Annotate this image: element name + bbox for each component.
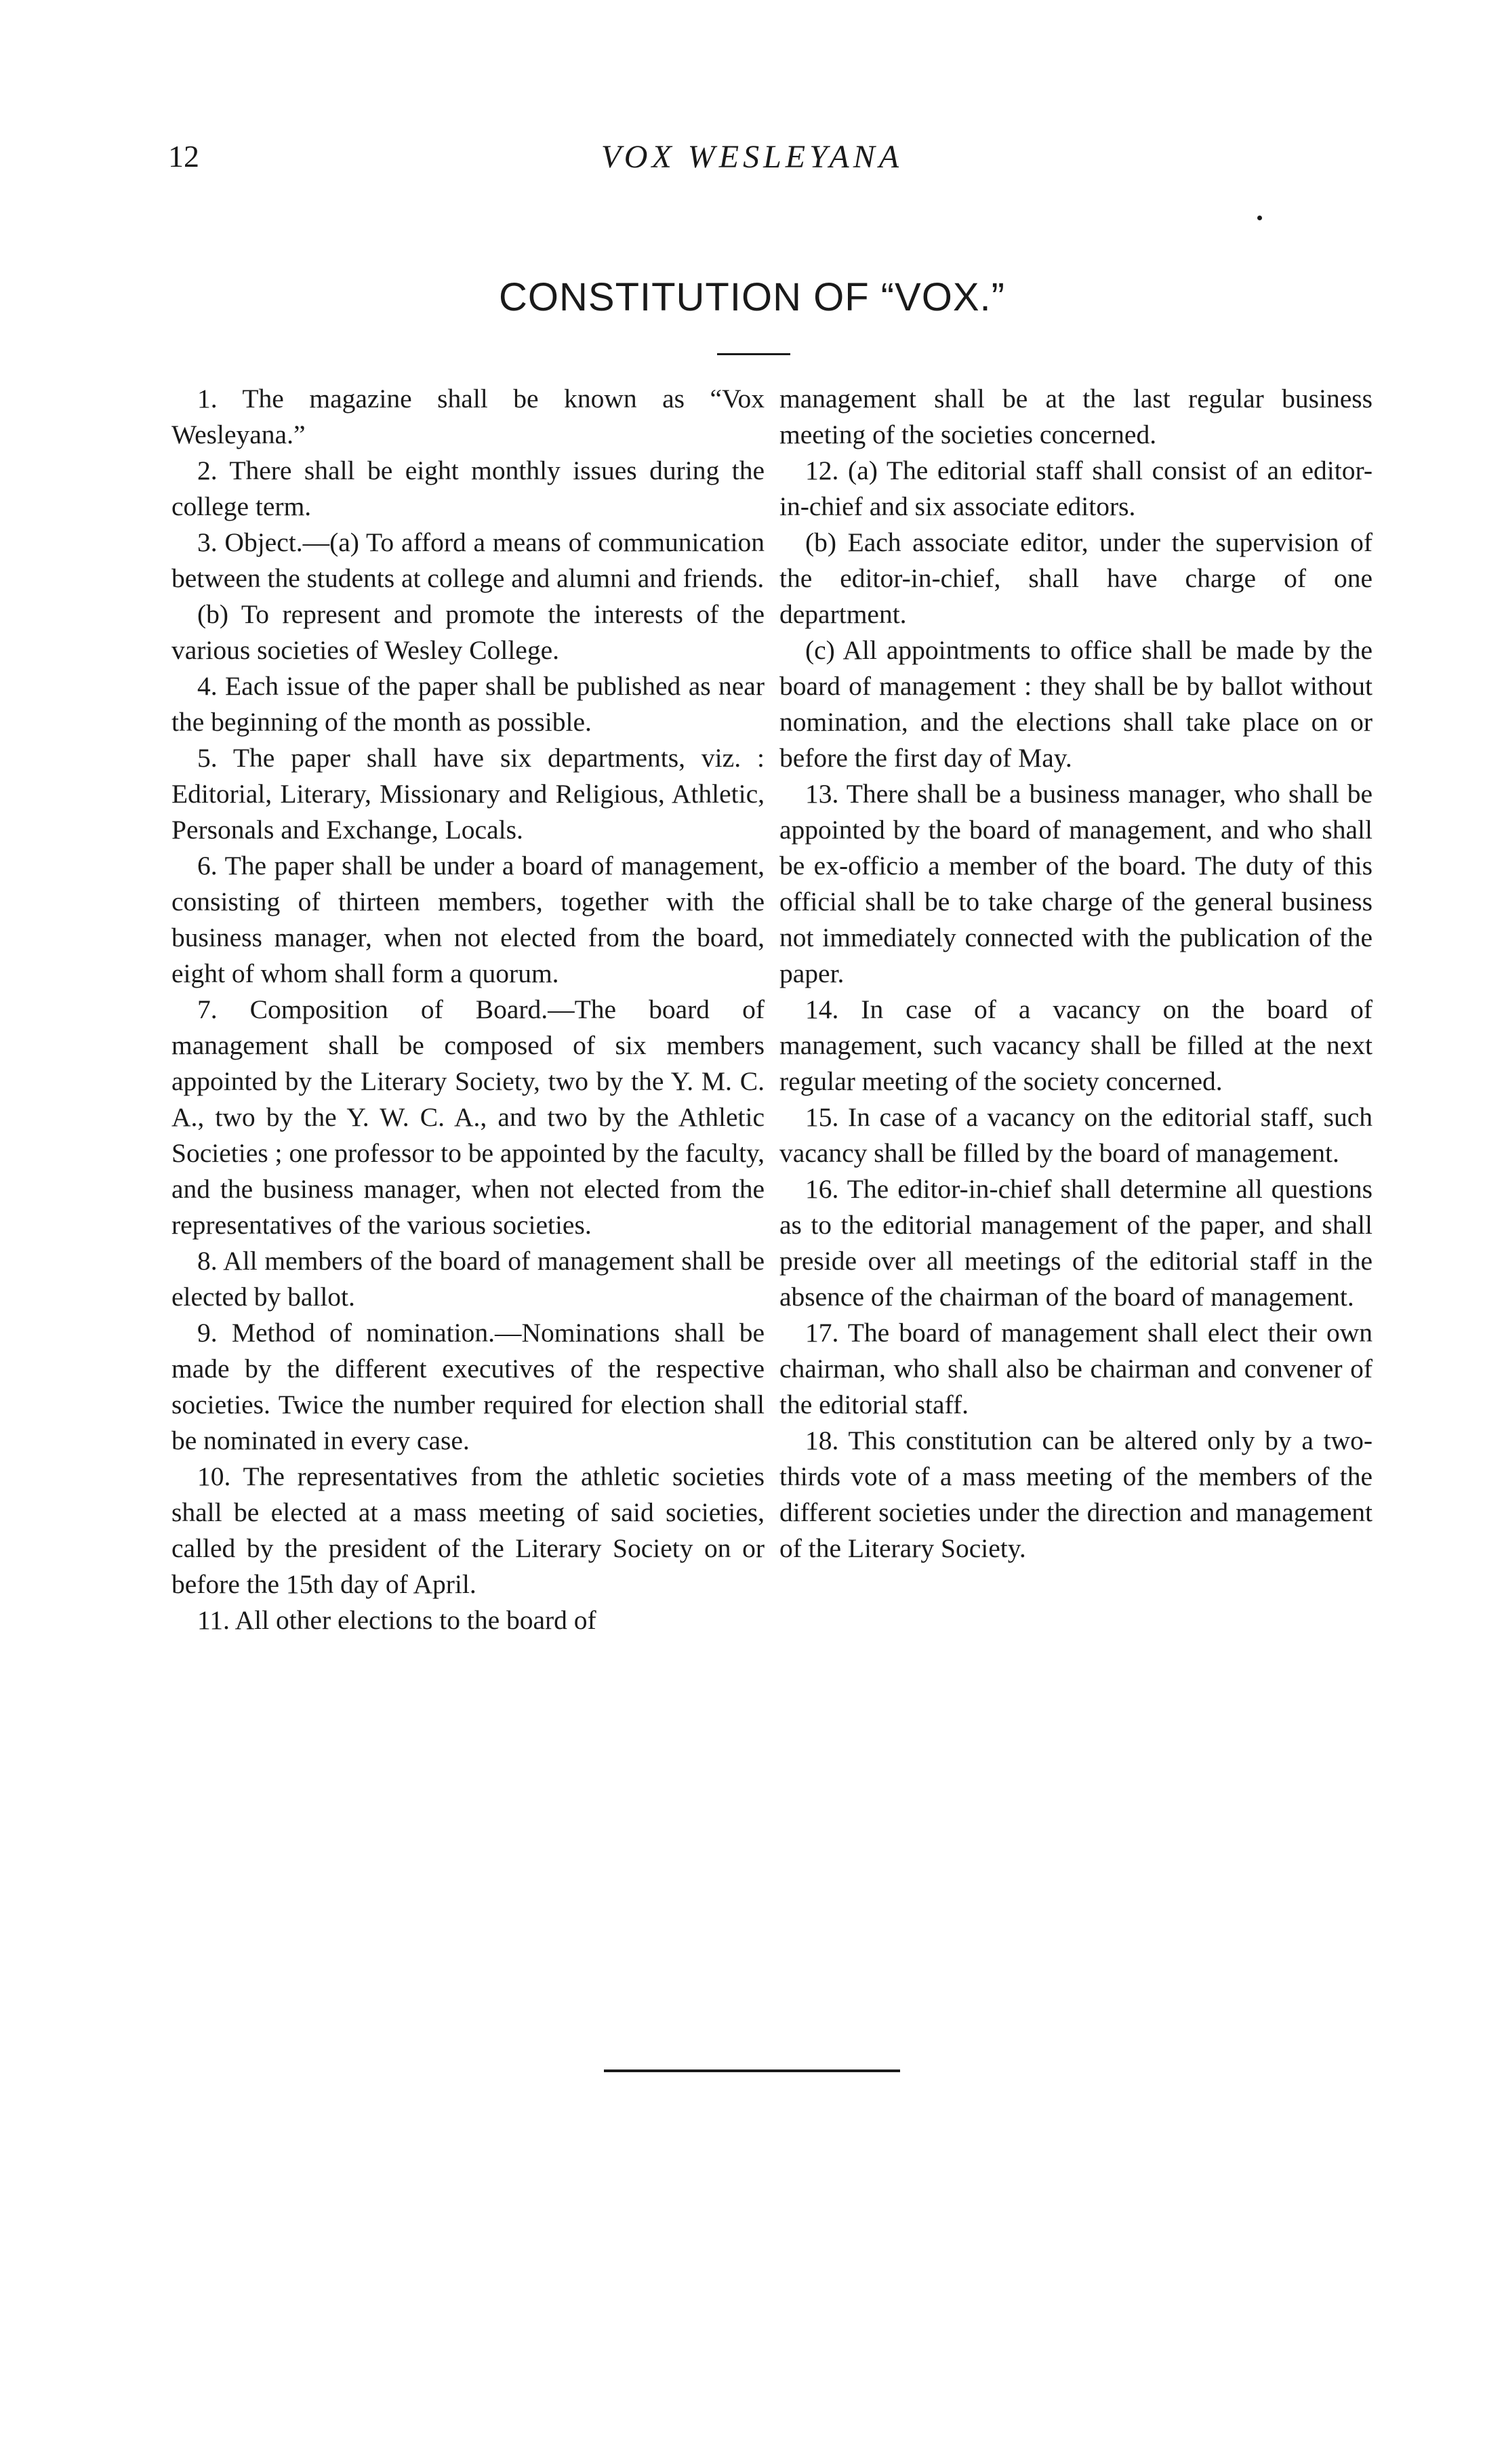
clause-17: 17. The board of management shall elect their own chairman, who shall also be chairman and convener of the editorial staff. xyxy=(779,1318,1373,1419)
clause-14: 14. In case of a vacancy on the board of management, such vacancy shall be filled at the next regular meeting of the society concerned. xyxy=(779,994,1373,1096)
running-head: VOX WESLEYANA xyxy=(601,139,903,175)
clause-12a: 12. (a) The editorial staff shall consist of an editor-in-chief and six associate editors. xyxy=(779,456,1373,521)
clause-2: 2. There shall be eight monthly issues during the college term. xyxy=(171,456,765,521)
left-column xyxy=(171,381,765,1638)
page-number: 12 xyxy=(168,139,199,174)
clause-12b: (b) Each associate editor, under the supervision of the editor-in-chief, shall have charge of one department. xyxy=(779,527,1373,629)
clause-1: 1. The magazine shall be known as “Vox Wesleyana.” xyxy=(171,384,765,449)
clause-9: 9. Method of nomination.—Nominations shall be made by the different executives of the respective societies. Twice the number required for election shall be nominated in every case. xyxy=(171,1318,765,1455)
print-speck xyxy=(1257,216,1262,220)
title-rule xyxy=(717,353,790,355)
clause-5: 5. The paper shall have six departments, viz. : Editorial, Literary, Missionary and Religious, Athletic, Personals and Exchange, Locals. xyxy=(171,743,765,845)
clause-3b: (b) To represent and promote the interests of the various societies of Wesley College. xyxy=(171,599,765,665)
clause-3a: 3. Object.—(a) To afford a means of communication between the students at college and alumni and friends. xyxy=(171,527,765,593)
clause-11-start: 11. All other elections to the board of xyxy=(197,1605,596,1635)
right-column xyxy=(779,381,1373,1567)
end-rule xyxy=(604,2069,900,2072)
clause-11-continued: management shall be at the last regular business meeting of the societies concerned. xyxy=(779,384,1373,449)
clause-12c: (c) All appointments to office shall be made by the board of management : they shall be by ballot without nomination, and the elections shall take place on or before the first day of May. xyxy=(779,635,1373,773)
clause-10: 10. The representatives from the athletic societies shall be elected at a mass meeting of said societies, called by the president of the Literary Society on or before the 15th day of April. xyxy=(171,1461,765,1599)
clause-16: 16. The editor-in-chief shall determine all questions as to the editorial management of the paper, and shall preside over all meetings of the editorial staff in the absence of the chairman of the board of management. xyxy=(779,1174,1373,1312)
article-title: CONSTITUTION OF “VOX.” xyxy=(499,275,1005,319)
clause-7: 7. Composition of Board.—The board of management shall be composed of six members appointed by the Literary Society, two by the Y. M. C. A., two by the Y. W. C. A., and two by the Athletic Societies ; one professor to be appointed by the faculty, and the business manager, when not elected from the representatives of the various societies. xyxy=(171,994,765,1240)
clause-18: 18. This constitution can be altered only by a two-thirds vote of a mass meeting of the members of the different societies under the direction and management of the Literary Society. xyxy=(779,1426,1373,1563)
clause-6: 6. The paper shall be under a board of management, consisting of thirteen members, together with the business manager, when not elected from the board, eight of whom shall form a quorum. xyxy=(171,851,765,988)
clause-13: 13. There shall be a business manager, who shall be appointed by the board of management, and who shall be ex-officio a member of the board. The duty of this official shall be to take charge of the general business not immediately connected with the publication of the paper. xyxy=(779,779,1373,988)
clause-15: 15. In case of a vacancy on the editorial staff, such vacancy shall be filled by the board of management. xyxy=(779,1102,1373,1168)
clause-4: 4. Each issue of the paper shall be published as near the beginning of the month as possible. xyxy=(171,671,765,737)
clause-8: 8. All members of the board of management shall be elected by ballot. xyxy=(171,1246,765,1312)
